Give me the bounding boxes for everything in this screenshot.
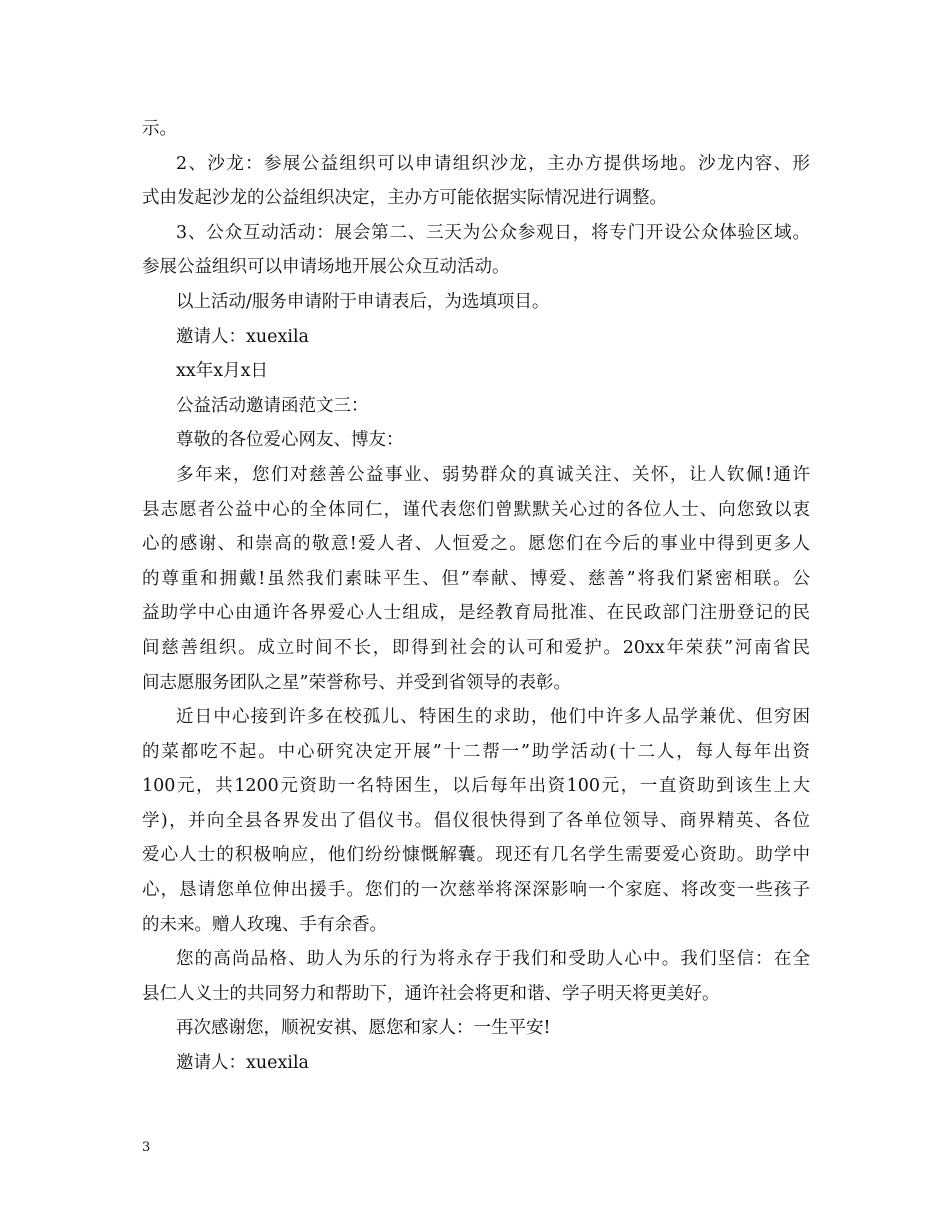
text-line: 多年来，您们对慈善公益事业、弱势群众的真诚关注、关怀，让人钦佩!通许 <box>176 464 810 485</box>
text-line: 您的高尚品格、助人为乐的行为将永存于我们和受助人心中。我们坚信：在全 <box>176 949 810 970</box>
text-line: 益助学中心由通许各界爱心人士组成，是经教育局批准、在民政部门注册登记的民 <box>142 603 810 624</box>
text-line: 学)，并向全县各界发出了倡仪书。倡仪很快得到了各单位领导、商界精英、各位 <box>142 810 810 831</box>
text-line: 间慈善组织。成立时间不长，即得到社会的认可和爱护。20xx年荣获”河南省民 <box>142 637 810 658</box>
text-line: 3、公众互动活动：展会第二、三天为公众参观日，将专门开设公众体验区域。 <box>176 222 810 243</box>
text-line: 爱心人士的积极响应，他们纷纷慷慨解囊。现还有几名学生需要爱心资助。助学中 <box>142 845 810 866</box>
page-number: 3 <box>142 1140 151 1155</box>
text-line: 间志愿服务团队之星”荣誉称号、并受到省领导的表彰。 <box>142 672 571 693</box>
text-line: 尊敬的各位爱心网友、博友： <box>176 430 404 451</box>
text-line: 100元，共1200元资助一名特困生，以后每年出资100元，一直资助到该生上大 <box>142 776 810 797</box>
text-line: 示。 <box>142 119 177 139</box>
text-line: 公益活动邀请函范文三： <box>176 395 369 416</box>
text-line: 参展公益组织可以申请场地开展公众互动活动。 <box>142 257 510 278</box>
text-line: 近日中心接到许多在校孤儿、特困生的求助，他们中许多人品学兼优、但穷困 <box>176 707 810 728</box>
text-line: 邀请人：xuexila <box>176 1053 309 1074</box>
text-line: 式由发起沙龙的公益组织决定，主办方可能依据实际情况进行调整。 <box>142 188 667 209</box>
text-line: 以上活动/服务申请附于申请表后，为选填项目。 <box>176 291 550 312</box>
text-line: 心，恳请您单位伸出援手。您们的一次慈举将深深影响一个家庭、将改变一些孩子 <box>142 880 810 901</box>
text-line: 邀请人：xuexila <box>176 326 309 347</box>
text-line: 心的感谢、和崇高的敬意!爱人者、人恒爱之。愿您们在今后的事业中得到更多人 <box>142 534 810 555</box>
text-line: 2、沙龙：参展公益组织可以申请组织沙龙，主办方提供场地。沙龙内容、形 <box>176 153 810 174</box>
document-body <box>142 112 810 1081</box>
text-line: 的未来。赠人玫瑰、手有余香。 <box>142 914 387 935</box>
text-line: 县志愿者公益中心的全体同仁，谨代表您们曾默默关心过的各位人士、向您致以衷 <box>142 499 810 520</box>
text-line: 的菜都吃不起。中心研究决定开展”十二帮一”助学活动(十二人，每人每年出资 <box>142 741 810 762</box>
text-line: 的尊重和拥戴!虽然我们素昧平生、但”奉献、博爱、慈善”将我们紧密相联。公 <box>142 568 810 589</box>
text-line: xx年x月x日 <box>176 361 268 382</box>
text-line: 再次感谢您，顺祝安祺、愿您和家人：一生平安! <box>176 1018 551 1039</box>
text-line: 县仁人义士的共同努力和帮助下，通许社会将更和谐、学子明天将更美好。 <box>142 983 720 1004</box>
